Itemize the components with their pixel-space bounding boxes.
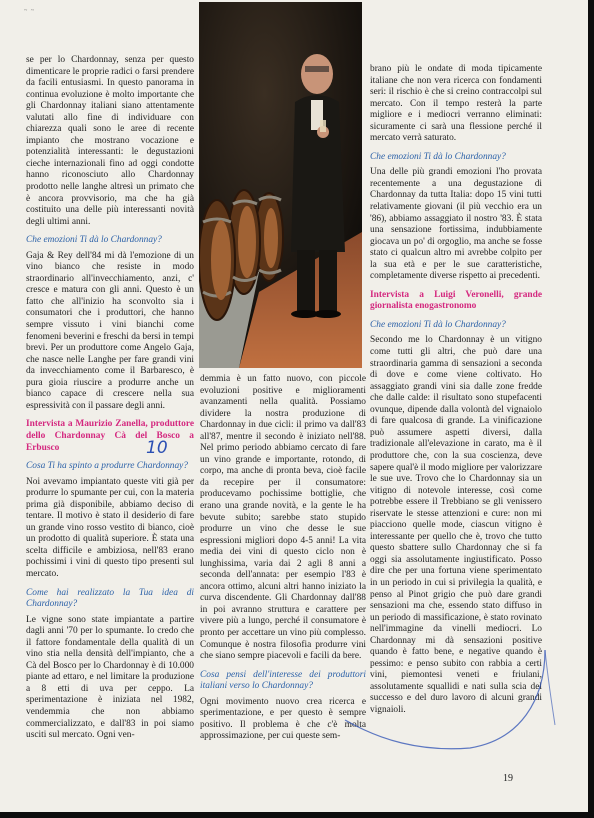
paragraph: Ogni movimento nuovo crea ricerca e sperimentazione, e per questo è sempre positivo. Il problema è che c'è molta approssimazione, per cui queste sem-	[200, 696, 366, 742]
scan-edge-right	[588, 0, 594, 818]
handwritten-number: 10	[146, 438, 168, 458]
scan-edge-bottom	[0, 812, 594, 818]
paragraph: Gaja & Rey dell'84 mi dà l'emozione di un vino bianco che resiste in modo straordinario all'invecchiamento, anzi, c' cresce e matura con gli anni. Questo è un fatto che all'inizio ha sconvolto sia i consumatori che i produttori, che hanno sempre vissuto i vini bianchi come fenomeni beverini e freschi da bersi in tempi brevi. Per un produttore come Angelo Gaja, che nasce nelle Langhe per fare grandi vini da invecchiamento come il Barbaresco, è pura gioia riuscire a produrre anche un bianco capace di crescere nella sua espressività con il passare degli anni.	[26, 250, 194, 411]
question-heading: Che emozioni Ti dà lo Chardonnay?	[370, 319, 506, 330]
corner-mark: ~ ~	[24, 8, 35, 14]
question-heading: Cosa pensi dell'interesse dei produttori italiani verso lo Chardonnay?	[200, 669, 366, 692]
paragraph: se per lo Chardonnay, senza per questo dimenticare le proprie radici o farsi prendere da facili entusiasmi. In questo panorama in continua evoluzione è molto importante che gli Chardonnay italiani siano attentamente valutati allo fine di individuare con chiarezza quali sono le aree di recente impianto che mostrano vocazione e potenzialità interessanti: le degustazioni cieche internazionali fino ad oggi condotte hanno riconosciuto allo Chardonnay prodotto nelle langhe altresì un primato che è ancora provvisorio, ma che ha già costituito una delle più interessanti novità degli ultimi anni.	[26, 55, 194, 227]
question-heading: Come hai realizzato la Tua idea di Chardonnay?	[26, 587, 194, 610]
paragraph: brano più le ondate di moda tipicamente italiane che non vera ricerca con fondamenti seri: il rischio è che si creino contraccolpi sul mercato. Con il tempo resterà la parte migliore e i mediocri verranno eliminati: sicuramente ci sarà una flessione perché il mercato verrà saturato.	[370, 64, 542, 144]
paragraph: Noi avevamo impiantato queste viti già per produrre lo spumante per cui, con la materia prima già disponibile, abbiamo deciso di tentare. Il motivo è stato il desiderio di fare un grande vino rosso vestito di bianco, cioè un prodotto di qualità superiore. È stata una scelta difficile e ambiziosa, nell'83 erano pochissimi i vini di questo tipo presenti sul mercato.	[26, 476, 194, 579]
question-heading: Che emozioni Ti dà lo Chardonnay?	[370, 151, 506, 162]
interview-heading: Intervista a Luigi Veronelli, grande giornalista enogastronomo	[370, 289, 542, 312]
paragraph: Le vigne sono state impiantate a partire dagli anni '70 per lo spumante. Io credo che il fattore fondamentale della qualità di un vino stia nella densità dell'impianto, che a Cà del Bosco per lo Chardonnay è di 10.000 piante ad ettaro, e nel limitare la produzione a 8 etti di uva per ceppo. La sperimentazione è iniziata nel 1982, vendemmia che non abbiamo commercializzato, e dall'83 in poi siamo usciti sul mercato. Ogni ven-	[26, 614, 194, 741]
page-number: 19	[503, 773, 513, 784]
interview-heading: Intervista a Maurizio Zanella, produttore dello Chardonnay Cà del Bosco a Erbusco	[26, 419, 194, 453]
question-heading: Cosa Ti ha spinto a produrre Chardonnay?	[26, 461, 188, 472]
paragraph: Una delle più grandi emozioni l'ho provata recentemente a una degustazione di Chardonnay da tutta Italia: dopo 15 vini tutti relativamente giovani (il più vecchio era un '86), abbiamo assaggiato il nostro '83. È stata una sensazione fortissima, indubbiamente giocava un po' di orgoglio, ma anche se fosse stato ci qualcun altro mi avrebbe colpito per la sua età e per le sue caratteristiche, completamente diverse rispetto ai precedenti.	[370, 167, 542, 282]
question-heading: Che emozioni Ti dà lo Chardonnay?	[26, 235, 162, 246]
paragraph: demmia è un fatto nuovo, con piccole evoluzioni positive e miglioramenti avanzamenti nella qualità. Possiamo dividere la nostra produzione di Chardonnay in due cicli: il primo va dall'83 all'87, mentre il secondo è iniziato nell'88. Nel primo periodo abbiamo cercato di fare un vino grande e importante, rotondo, di corpo, ma anche di pronta beva, cioè facile da recepire per il consumatore: producevamo pochissime bottiglie, che erano una grande novità, e la gente le ha bevute subito; sarebbe stato stupido produrre un vino che desse le sue espressioni migliori dopo 4-5 anni! La vita media dei vini di questo ciclo non è lunghissima, varia dai 2 agli 8 anni a seconda dell'annata: per esempio l'83 è ancora ottimo, alcuni altri hanno iniziato la curva discendente. Gli Chardonnay dall'88 in poi avranno struttura e carattere per vivere più a lungo, perché il consumatore è pronto per accettare un vino più complesso. Comunque è nostra filosofia produrre vini che siano sempre piacevoli e facili da bere.	[200, 374, 366, 662]
paragraph: Secondo me lo Chardonnay è un vitigno come tutti gli altri, che può dare una straordinaria gamma di sensazioni a seconda di dove e come viene coltivato. Ho assaggiato grandi vini sia dalle zone fredde che dalle calde: il risultato sono stupefacenti ovunque, dipende dalla volontà del vignaiolo di fare qualcosa di grande. La vinificazione può assumere aspetti diversi, dalla tradizionale all'elevazione in carato, ma è il produttore che, con la sua coscienza, deve sapere qual'è il modo migliore per valorizzare le sue uve. Trovo che lo Chardonnay sia un vitigno di notevole interesse, così come potrebbe essere il Trebbiano se gli venissero riservate le stesse attenzioni e cure: non mi piacciono quelle mode, ciascun vitigno è interessante per quello che è, trovo che tutto questo sbattere sullo Chardonnay che si fa oggi sia assolutamente ingiustificato. Posso dire che per una fortuna viene sperimentato in un periodo in cui si privilegia la qualità, e penso al Pinot grigio che può dare grandi sensazioni ma che, essendo stato diffuso in un periodo di massificazione, è stato rovinato nell'immagine da vinelli mediocri. Lo Chardonnay mi dà sensazioni positive quando è fatto bene, e negative quando è pessimo: e penso subito con rabbia a certi vini, piemontesi veneti e friulani, assolutamente squallidi e nati sulla scia del successo e del duro lavoro di alcuni grandi vignaioli.	[370, 335, 542, 715]
